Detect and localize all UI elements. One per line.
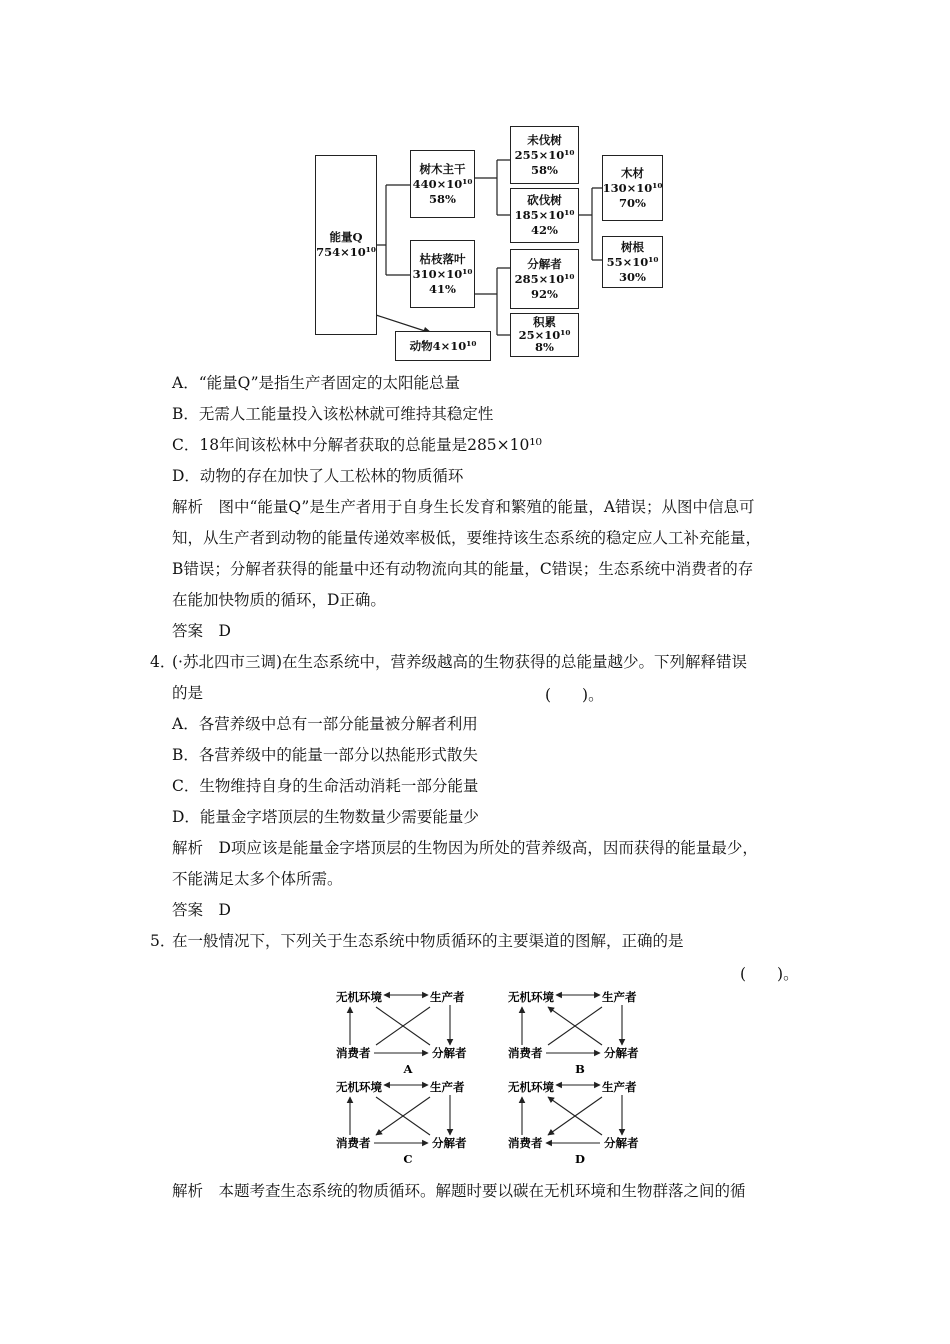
accumulate-value: 25×10¹⁰ [518,327,571,342]
q5-stem: 在一般情况下，下列关于生态系统中物质循环的主要渠道的图解，正确的是 [172,932,684,950]
label-inorganic-env: 无机环境 [508,990,554,1004]
panel-letter: D [575,1152,585,1166]
root-pct: 30% [619,269,646,284]
q5-answer-blank: ( )。 [740,965,799,983]
energy-q-value: 754×10¹⁰ [316,245,376,259]
q3-answer: 答案 D [172,622,231,640]
box-decomposer [510,249,579,309]
panel-letter: B [575,1062,585,1076]
litter-name: 枯枝落叶 [419,251,466,266]
cut-name: 砍伐树 [527,193,562,207]
label-decomposer: 分解者 [432,1136,467,1150]
q4-analysis-line: 解析 D项应该是能量金字塔顶层的生物因为所处的营养级高，因而获得的能量最少， [172,839,758,857]
root-name: 树根 [621,239,644,254]
q3-option-d: D．动物的存在加快了人工松林的物质循环 [172,467,464,485]
root-value: 55×10¹⁰ [606,254,659,269]
label-inorganic-env: 无机环境 [508,1080,554,1094]
cut-pct: 42% [531,223,558,237]
q3-analysis-line: 解析 图中“能量Q”是生产者用于自身生长发育和繁殖的能量，A错误；从图中信息可 [172,498,755,516]
uncut-value: 255×10¹⁰ [514,147,575,162]
label-producer: 生产者 [602,990,637,1004]
label-producer: 生产者 [602,1080,637,1094]
q3-option-a: A．“能量Q”是指生产者固定的太阳能总量 [172,374,461,392]
box-trunk [410,150,475,218]
q4-option-a: A．各营养级中总有一部分能量被分解者利用 [172,715,478,733]
box-energy-q [315,155,377,335]
cycle-panel-a [336,990,467,1076]
q4-option-b: B．各营养级中的能量一部分以热能形式散失 [172,746,478,764]
q4-stem: (·苏北四市三调)在生态系统中，营养级越高的生物获得的总能量越少。下列解释错误 [172,653,748,671]
q4-stem-cont: 的是 [172,684,204,702]
uncut-name: 未伐树 [527,132,562,147]
decomposer-value: 285×10¹⁰ [514,271,575,286]
q4-option-d: D．能量金字塔顶层的生物数量少需要能量少 [172,808,479,826]
decomposer-pct: 92% [531,286,558,301]
label-consumer: 消费者 [508,1136,543,1150]
box-accumulate [510,313,579,357]
litter-value: 310×10¹⁰ [412,266,473,281]
q4-option-c: C．生物维持自身的生命活动消耗一部分能量 [172,777,479,795]
label-consumer: 消费者 [336,1046,371,1060]
cut-value: 185×10¹⁰ [514,208,575,222]
timber-value: 130×10¹⁰ [602,180,663,195]
label-decomposer: 分解者 [604,1136,639,1150]
timber-pct: 70% [619,195,646,210]
label-decomposer: 分解者 [432,1046,467,1060]
label-consumer: 消费者 [336,1136,371,1150]
label-inorganic-env: 无机环境 [336,1080,382,1094]
box-cut [510,188,579,243]
label-inorganic-env: 无机环境 [336,990,382,1004]
cycle-panel-d [508,1080,639,1166]
trunk-value: 440×10¹⁰ [412,176,473,191]
q5-analysis: 解析 本题考查生态系统的物质循环。解题时要以碳在无机环境和生物群落之间的循 [172,1182,746,1200]
uncut-pct: 58% [531,162,558,177]
trunk-pct: 58% [429,191,456,206]
energy-flow-connectors [0,0,950,370]
litter-pct: 41% [429,281,456,296]
accumulate-name: 积累 [533,315,556,330]
label-decomposer: 分解者 [604,1046,639,1060]
q4-number: 4． [150,653,176,671]
label-producer: 生产者 [430,990,465,1004]
accumulate-pct: 8% [535,340,554,355]
box-animal [395,331,491,361]
q3-option-b: B．无需人工能量投入该松林就可维持其稳定性 [172,405,494,423]
carbon-cycle-panels [320,985,660,1175]
q4-answer-blank: ( )。 [545,686,604,704]
box-uncut [510,126,579,184]
panel-letter: C [403,1152,413,1166]
box-root [602,236,663,288]
cycle-panel-group [336,990,639,1166]
label-producer: 生产者 [430,1080,465,1094]
q4-analysis-line: 不能满足太多个体所需。 [172,870,343,888]
timber-name: 木材 [621,165,644,180]
q3-analysis-line: 在能加快物质的循环，D正确。 [172,591,386,609]
decomposer-name: 分解者 [527,256,562,271]
panel-letter: A [403,1062,413,1076]
label-consumer: 消费者 [508,1046,543,1060]
q3-analysis-line: B错误；分解者获得的能量中还有动物流向其的能量，C错误；生态系统中消费者的存 [172,560,754,578]
box-timber [602,155,663,221]
box-litter [410,240,475,308]
q5-number: 5． [150,932,176,950]
cycle-panel-b [508,990,639,1076]
cycle-panel-c [336,1080,467,1166]
q3-option-c: C．18年间该松林中分解者获取的总能量是285×10¹⁰ [172,436,542,454]
trunk-name: 树木主干 [419,161,466,176]
energy-q-name: 能量Q [329,230,363,244]
animal-name: 动物4×10¹⁰ [409,338,477,353]
q4-answer: 答案 D [172,901,231,919]
q3-analysis-line: 知，从生产者到动物的能量传递效率极低，要维持该生态系统的稳定应人工补充能量， [172,529,762,547]
